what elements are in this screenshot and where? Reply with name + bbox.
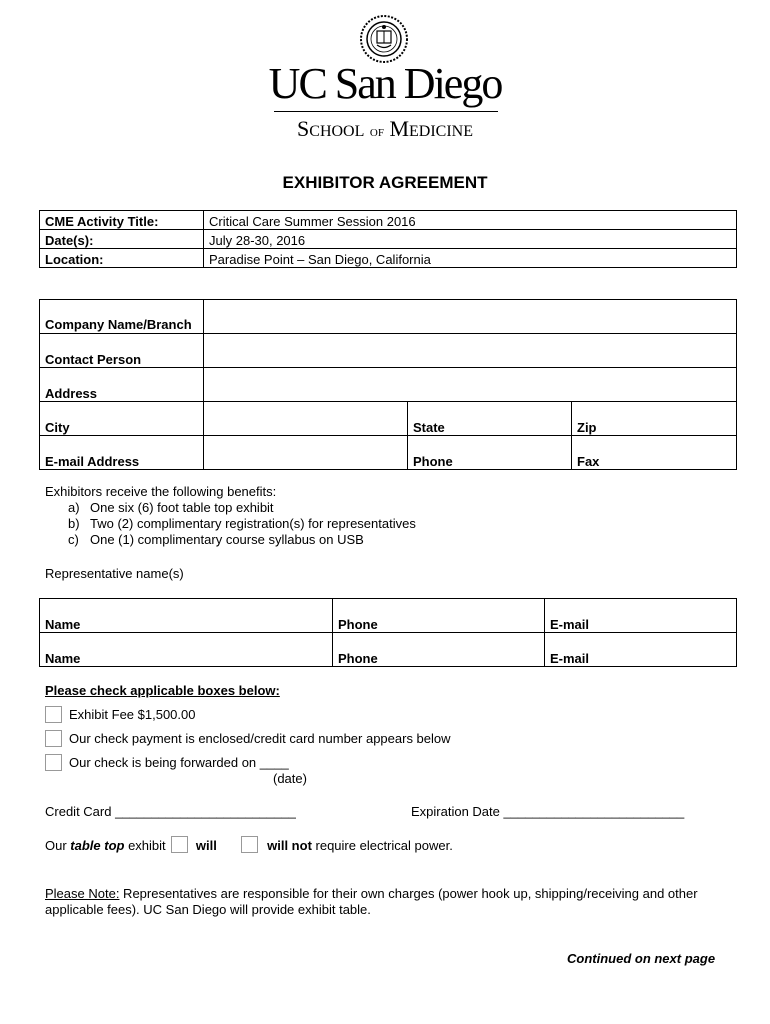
note-text: Representatives are responsible for their own charges (power hook up, shipping/receiving and other applicable fees). UC San Diego will provide exhibit table. [45,886,698,917]
table-row [40,633,737,667]
check-enclosed-label: Our check payment is enclosed/credit card number appears below [69,731,451,746]
list-item [68,516,416,532]
city-label: City [40,402,204,436]
logo-divider [274,111,498,112]
page-title: EXHIBITOR AGREEMENT [282,173,488,192]
rep-email-field[interactable]: E-mail [545,599,737,633]
medicine-first-letter: M [389,116,409,141]
please-note [45,886,725,918]
table-row [40,300,737,334]
company-name-field[interactable] [204,300,737,334]
continued-note: Continued on next page [567,951,716,966]
school-first-letter: S [297,116,310,141]
expiration-date-field[interactable] [411,804,684,820]
list-marker: b) [68,516,80,531]
check-enclosed-checkbox[interactable] [45,730,62,748]
fax-label[interactable]: Fax [572,436,737,470]
credit-card-label: Credit Card _____ [45,804,152,819]
activity-label: Date(s): [40,230,204,249]
credit-card-line[interactable]: ____________________ [151,804,296,819]
email-address-label: E-mail Address [40,436,204,470]
school-of: OF [369,127,384,139]
list-item-text: Two (2) complimentary registration(s) for representatives [90,516,416,531]
email-address-field[interactable] [204,436,408,470]
company-table [39,299,737,470]
power-prefix: Our [45,838,71,853]
expiration-label: Expiration Date _____ [411,804,540,819]
benefits-intro: Exhibitors receive the following benefits: [45,484,277,499]
rep-phone-field[interactable]: Phone [333,599,545,633]
activity-label: CME Activity Title: [40,211,204,230]
power-will: will [195,838,217,853]
contact-person-field[interactable] [204,334,737,368]
representatives-table [39,598,737,667]
table-row [40,436,737,470]
checkbox-box[interactable] [45,706,62,723]
school-word-rest: CHOOL [309,123,365,140]
rep-email-field[interactable]: E-mail [545,633,737,667]
power-suffix: require electrical power. [311,838,453,853]
school-name [0,117,770,145]
representative-label: Representative name(s) [45,566,184,581]
activity-label: Location: [40,249,204,268]
expiration-line[interactable]: ____________________ [539,804,685,819]
exhibit-fee-label: Exhibit Fee $1,500.00 [69,707,196,722]
credit-card-field[interactable] [45,804,296,820]
activity-value: July 28-30, 2016 [204,230,737,249]
list-item-text: One (1) complimentary course syllabus on USB [90,532,364,547]
rep-name-field[interactable]: Name [40,599,333,633]
checkbox-box[interactable] [45,754,62,771]
company-name-label: Company Name/Branch [40,300,204,334]
activity-value: Critical Care Summer Session 2016 [204,211,737,230]
list-item-text: One six (6) foot table top exhibit [90,500,274,515]
check-forwarded-checkbox[interactable] [45,754,62,772]
university-seal [359,14,409,64]
list-marker: c) [68,532,79,547]
check-forwarded-label: Our check is being forwarded on ____ [69,755,289,770]
power-will-not: will not [267,838,312,853]
university-name: UC San Diego [268,59,502,108]
list-item [68,532,416,548]
power-sentence [45,836,453,854]
table-row [40,249,737,268]
address-field[interactable] [204,368,737,402]
table-row [40,211,737,230]
checkbox-heading: Please check applicable boxes below: [45,683,280,698]
table-row [40,368,737,402]
note-label: Please Note: [45,886,120,901]
checkbox-box[interactable] [45,730,62,747]
date-hint: (date) [273,771,307,786]
zip-label[interactable]: Zip [572,402,737,436]
list-marker: a) [68,500,80,515]
rep-name-field[interactable]: Name [40,633,333,667]
rep-phone-field[interactable]: Phone [333,633,545,667]
contact-person-label: Contact Person [40,334,204,368]
activity-value: Paradise Point – San Diego, California [204,249,737,268]
will-not-checkbox[interactable] [241,836,258,853]
will-checkbox[interactable] [171,836,188,853]
city-field[interactable] [204,402,408,436]
table-row [40,230,737,249]
power-exhibit: exhibit [124,838,166,853]
table-row [40,334,737,368]
table-row [40,402,737,436]
list-item [68,500,416,516]
exhibit-fee-checkbox[interactable] [45,706,62,724]
medicine-word-rest: EDICINE [409,123,473,140]
address-label: Address [40,368,204,402]
activity-table [39,210,737,268]
power-table-top: table top [70,838,125,853]
phone-label[interactable]: Phone [408,436,572,470]
table-row [40,599,737,633]
state-label[interactable]: State [408,402,572,436]
benefit-list [68,500,416,548]
